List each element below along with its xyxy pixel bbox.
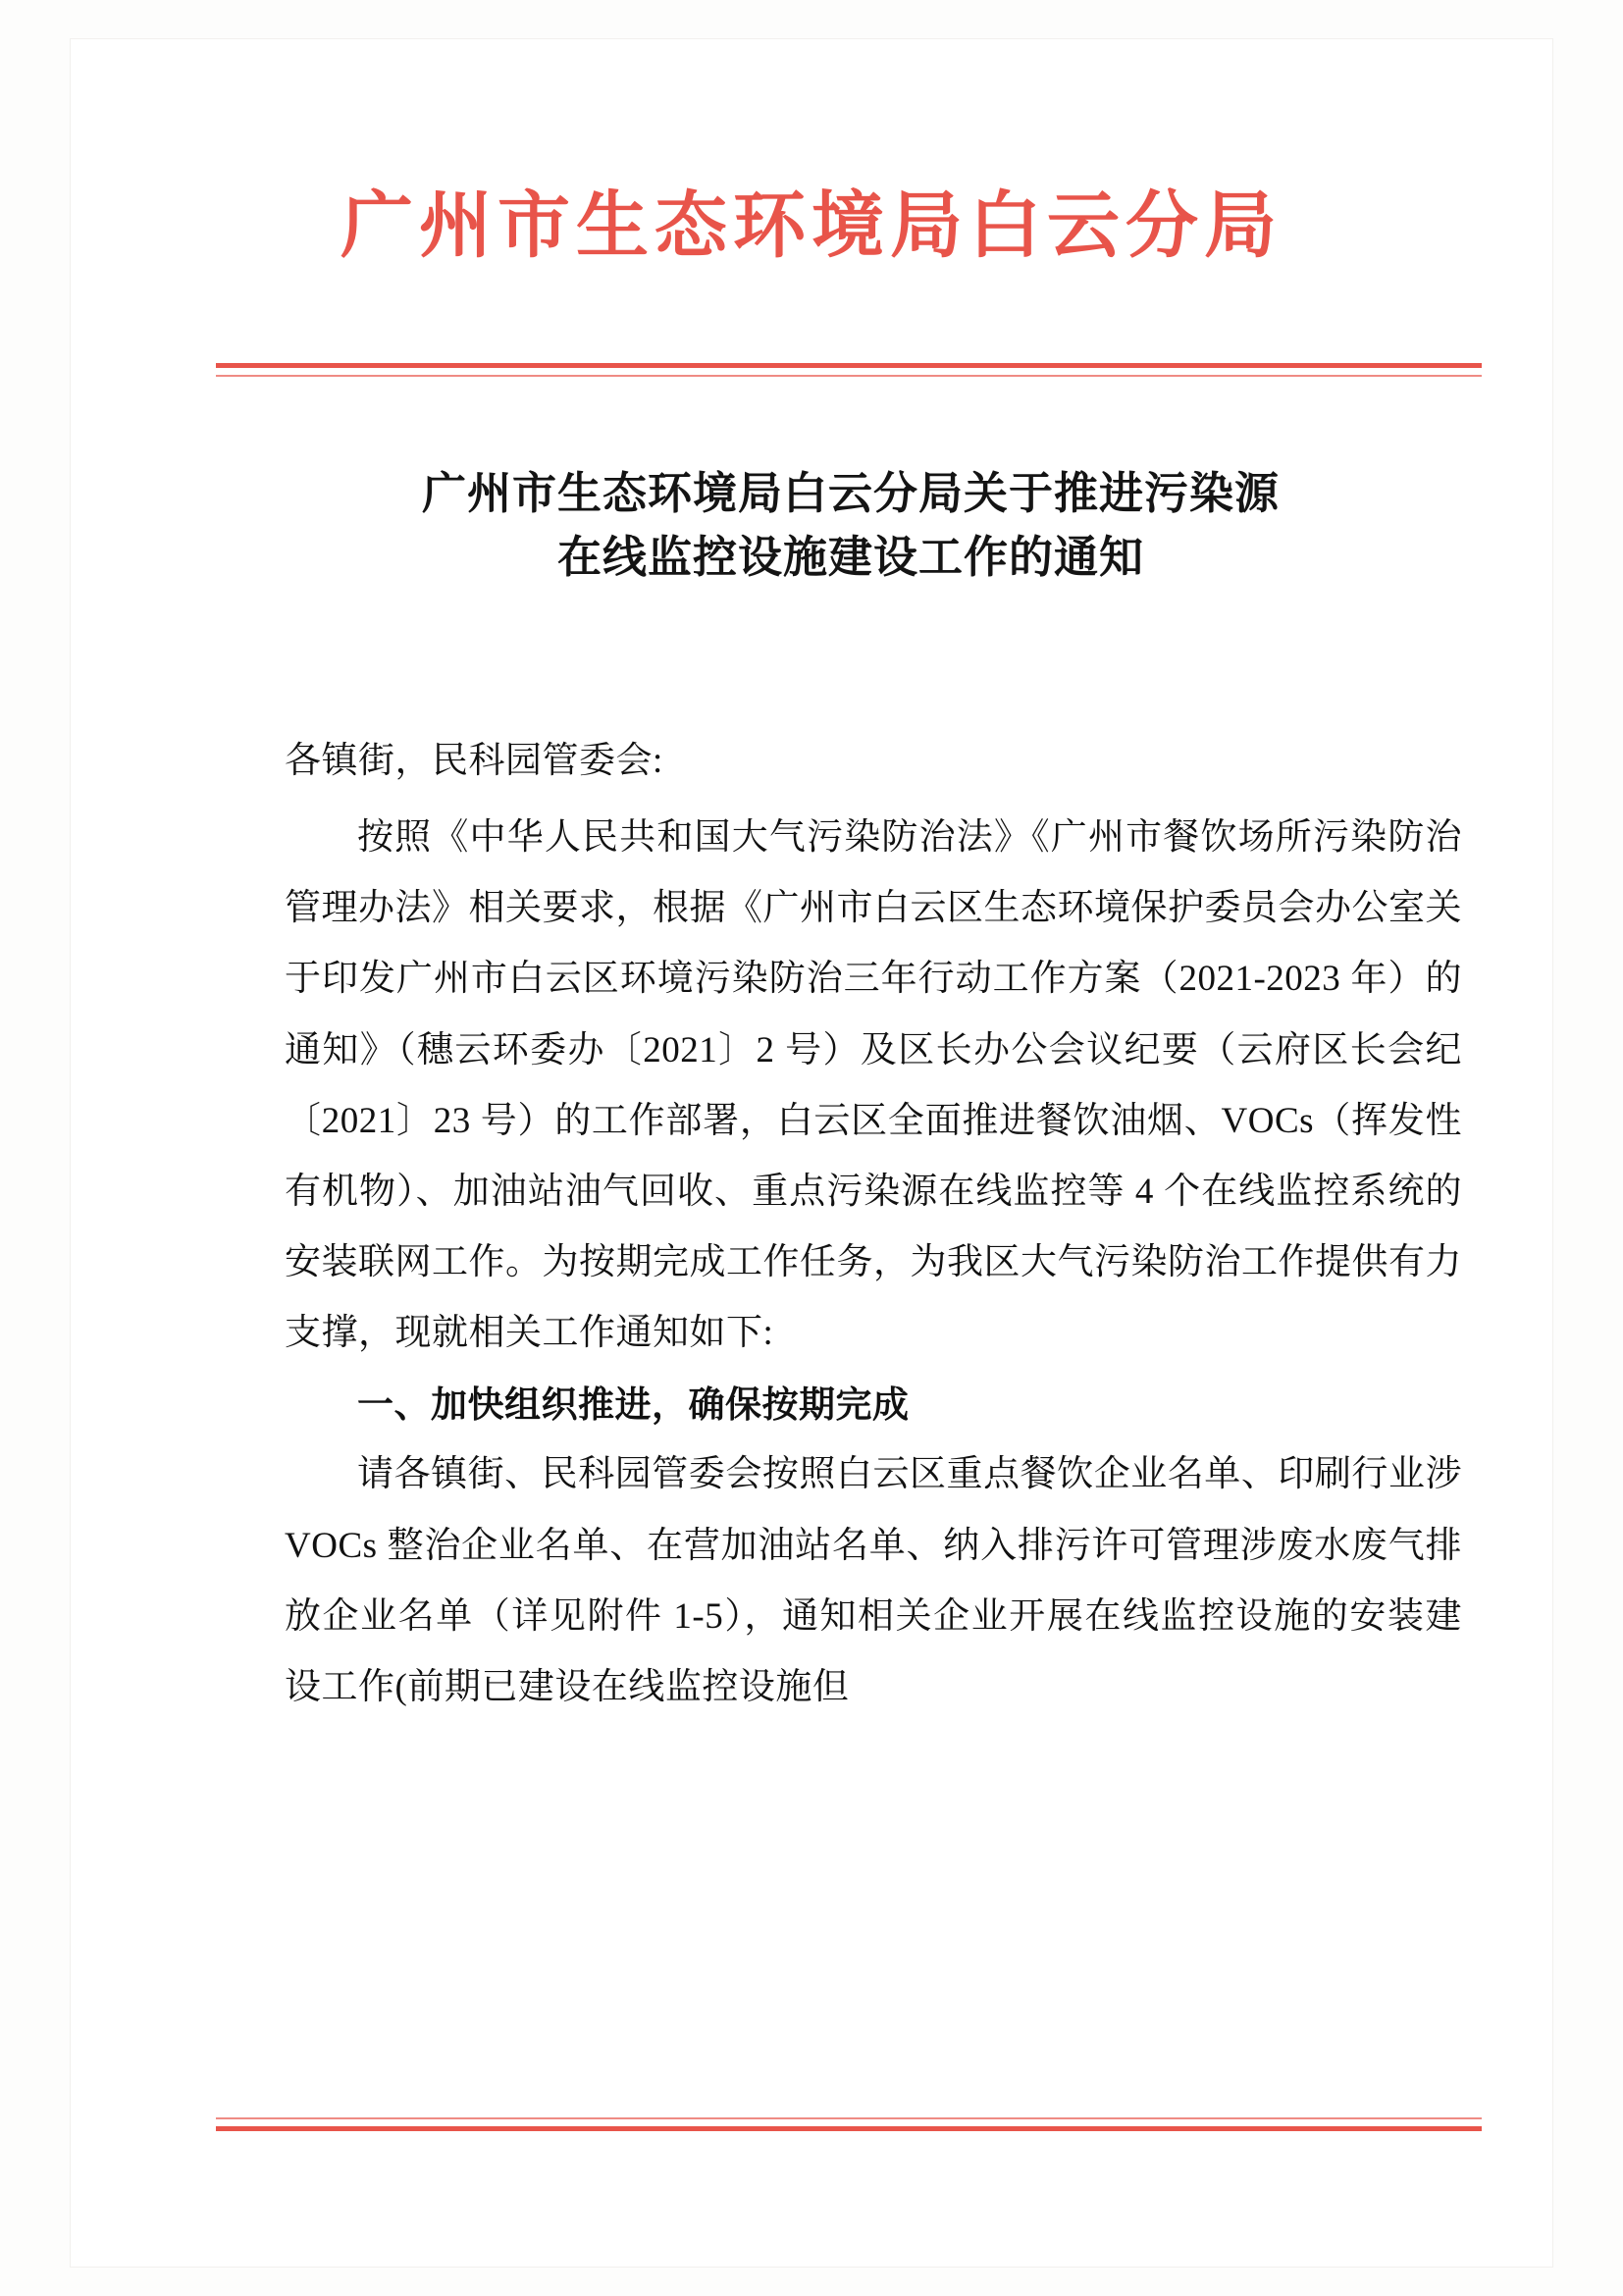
page-title-line-2: 在线监控设施建设工作的通知 [556, 531, 1144, 584]
letterhead [71, 183, 1552, 268]
header-rule-thick [216, 363, 1482, 368]
footer-rule-group [216, 2117, 1482, 2131]
page-title [247, 461, 1454, 590]
body-paragraph-2: 请各镇街、民科园管委会按照白云区重点餐饮企业名单、印刷行业涉 VOCs 整治企业名单、在营加油站名单、纳入排污许可管理涉废水废气排放企业名单（详见附件 1-5），通知相关企业开展在线监控设施的安装建设工作(前期已建设在线监控设施但 [285, 1454, 1462, 1707]
footer-rule-thick [216, 2126, 1482, 2131]
header-rule-thin [216, 375, 1482, 377]
page-title-line-1: 广州市生态环境局白云分局关于推进污染源 [421, 467, 1280, 519]
body-paragraph-1: 按照《中华人民共和国大气污染防治法》《广州市餐饮场所污染防治管理办法》相关要求，根据《广州市白云区生态环境保护委员会办公室关于印发广州市白云区环境污染防治三年行动工作方案（2021-2023 年）的通知》（穗云环委办〔2021〕2 号）及区长办公会议纪要（云府区长会纪〔2021〕23 号）的工作部署，白云区全面推进餐饮油烟、VOCs（挥发性有机物）、加油站油气回收、重点污染源在线监控等 4 个在线监控系统的安装联网工作。为按期完成工作任务，为我区大气污染防治工作提供有力支撑，现就相关工作通知如下: [285, 817, 1462, 1354]
section-heading-1: 一、加快组织推进，确保按期完成 [357, 1383, 910, 1427]
salutation: 各镇街，民科园管委会: [285, 741, 663, 781]
letterhead-organization: 广州市生态环境局白云分局 [340, 183, 1283, 268]
document-body [285, 726, 1462, 1723]
header-rule-group [216, 363, 1482, 377]
footer-rule-thin [216, 2117, 1482, 2119]
paper-sheet [71, 39, 1552, 2267]
